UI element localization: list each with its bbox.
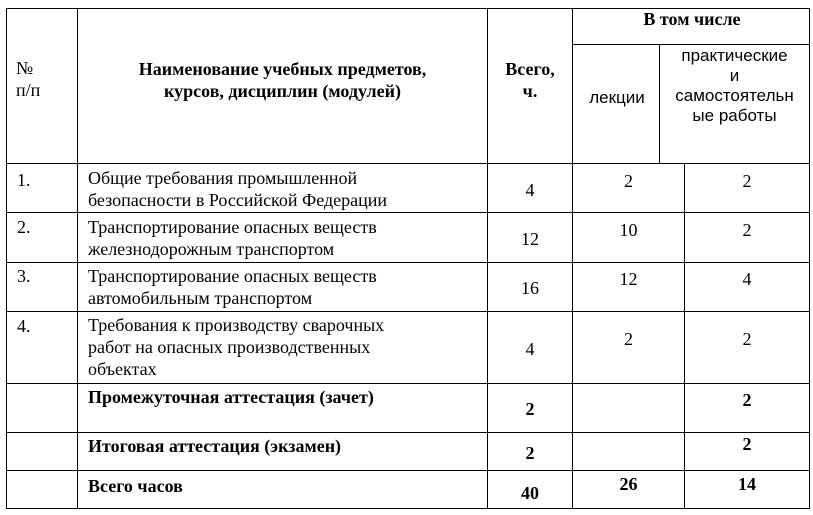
- row-3-subject: Транспортирование опасных веществ автомобильным транспортом: [88, 266, 377, 308]
- header-lectures: лекции: [589, 88, 645, 107]
- final-attestation-practical: 2: [742, 434, 752, 454]
- header-subdivider: [572, 44, 810, 45]
- row-2-practical: 2: [742, 220, 752, 240]
- total-hours-practical: 14: [738, 474, 756, 494]
- column-divider: [77, 8, 78, 509]
- row-2-subject: Транспортирование опасных веществ железнодорожным транспортом: [88, 217, 377, 259]
- row-1-subject: Общие требования промышленной безопасности в Российской Федерации: [88, 168, 388, 210]
- row-3-practical: 4: [742, 269, 752, 289]
- row-4-subject: Требования к производству сварочных работ на опасных производственных объектах: [88, 315, 385, 379]
- header-practical: практические и самостоятельн ые работы: [675, 46, 794, 125]
- header-bottom-border: [6, 163, 810, 164]
- row-2-number: 2.: [17, 217, 31, 237]
- intermediate-attestation-label: Промежуточная аттестация (зачет): [88, 387, 374, 407]
- row-1-lectures: 2: [624, 171, 633, 191]
- column-divider: [572, 8, 573, 509]
- row-divider: [6, 383, 810, 384]
- row-divider: [6, 470, 810, 471]
- row-4-total: 4: [525, 339, 535, 359]
- row-4-lectures: 2: [624, 329, 633, 349]
- row-divider: [6, 262, 810, 263]
- row-1-practical: 2: [742, 171, 752, 191]
- column-divider: [487, 8, 488, 509]
- row-3-total: 16: [521, 278, 539, 298]
- row-3-lectures: 12: [619, 269, 638, 289]
- row-2-total: 12: [521, 229, 539, 249]
- row-1-number: 1.: [17, 170, 31, 190]
- total-hours-total: 40: [521, 483, 539, 503]
- row-1-total: 4: [525, 180, 535, 200]
- header-including: В том числе: [643, 9, 741, 29]
- table-border-right: [809, 8, 810, 509]
- total-hours-lectures: 26: [619, 474, 638, 494]
- row-4-practical: 2: [742, 329, 752, 349]
- header-number: № п/п: [16, 58, 41, 100]
- row-divider: [6, 311, 810, 312]
- final-attestation-total: 2: [525, 443, 535, 463]
- intermediate-attestation-practical: 2: [742, 390, 752, 410]
- final-attestation-label: Итоговая аттестация (экзамен): [88, 436, 342, 456]
- row-3-number: 3.: [17, 266, 31, 286]
- header-subject-name: Наименование учебных предметов, курсов, дисциплин (модулей): [138, 59, 427, 101]
- table-border-bottom: [6, 508, 810, 509]
- table-border-left: [6, 8, 7, 509]
- row-divider: [6, 212, 810, 213]
- header-total-hours: Всего, ч.: [505, 59, 555, 101]
- intermediate-attestation-total: 2: [525, 399, 535, 419]
- total-hours-label: Всего часов: [88, 476, 183, 496]
- row-4-number: 4.: [17, 316, 31, 336]
- row-2-lectures: 10: [619, 220, 638, 240]
